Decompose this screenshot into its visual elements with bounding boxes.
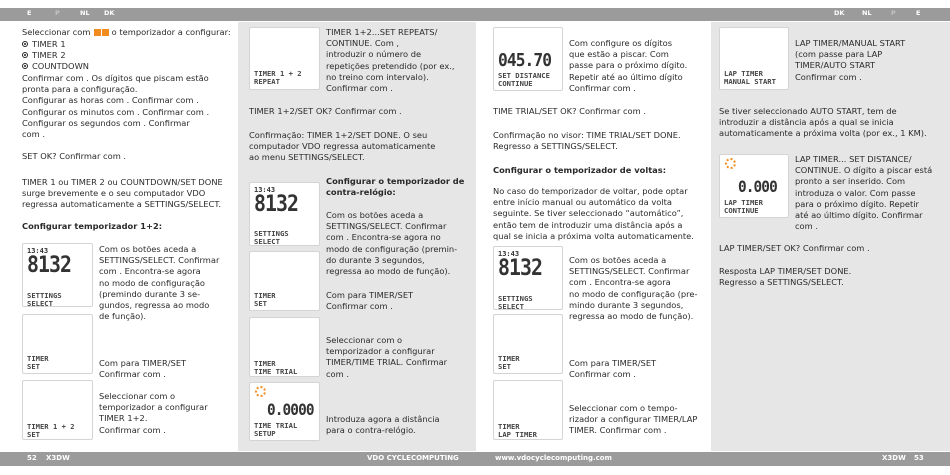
col2-p1: TIMER 1+2...SET REPEATS/ CONTINUE. Com , introduzir o número de repetições pretendido (por ex., no treino com intervalo). Confirmar com . [326, 27, 455, 94]
col3-p3: Confirmação no visor: TIME TRIAL/SET DONE. Regresso a SETTINGS/SELECT. [493, 130, 681, 152]
lang-dk: DK [104, 9, 115, 17]
lcd-label: TIMER SET [498, 354, 520, 371]
col2-step2: Com para TIMER/SET Confirmar com . [326, 290, 414, 312]
col1-p2: SET OK? Confirmar com . [22, 151, 127, 161]
header-bar-left [0, 8, 476, 21]
col1-p1: Confirmar com . Os dígitos que piscam estão pronta para a configuração. Configurar as horas com . Confirmar com . Configurar os minutos com . Confirmar com . Configurar os segundos com . Confirmar com . [22, 73, 210, 140]
option-countdown: COUNTDOWN [32, 61, 90, 72]
lcd-timer-set-2 [249, 251, 320, 311]
col4-p1: LAP TIMER/MANUAL START (com passe para LAP TIMER/AUTO START Confirmar com . [795, 38, 906, 82]
footer-bar-right [474, 452, 950, 466]
col4-p4: LAP TIMER/SET OK? Confirmar com . [719, 243, 870, 253]
lcd-label: SET DISTANCE CONTINUE [498, 71, 550, 88]
brand-url: www.vdocyclecomputing.com [495, 454, 612, 462]
col4-p5: Resposta LAP TIMER/SET DONE. Regresso a SETTINGS/SELECT. [719, 266, 852, 288]
lang-dk-right: DK [834, 9, 845, 17]
lcd-label: TIMER 1 + 2 REPEAT [254, 69, 302, 86]
lcd-label: TIMER TIME TRIAL [254, 359, 298, 376]
col2-step1: Com os botões aceda a SETTINGS/SELECT. Confirmar com . Encontra-se agora no modo de configuração (premin- do durante 3 segundos, regressa ao modo de função). [326, 210, 458, 277]
col1-step2: Com para TIMER/SET Confirmar com . [99, 358, 187, 380]
model-name-left: X3DW [46, 454, 70, 462]
page-number-right: 53 [914, 454, 924, 462]
lcd-big-digits: 8132 [498, 256, 543, 281]
col3-step1: Com os botões aceda a SETTINGS/SELECT. Confirmar com . Encontra-se agora no modo de configuração (pre- mindo durante 3 segundos, regressa ao modo de função). [569, 255, 698, 322]
header-bar-right [474, 8, 950, 21]
lcd-label: TIMER SET [27, 354, 49, 371]
col2-step3: Seleccionar com o temporizador a configurar TIMER/TIME TRIAL. Confirmar com . [326, 335, 448, 379]
lcd-timer-set-3 [493, 314, 563, 374]
lcd-timer-trial [249, 317, 320, 377]
col2-heading: Configurar o temporizador de contra-relógio: [326, 176, 465, 198]
lcd-label: TIMER LAP TIMER [498, 422, 537, 439]
col1-intro: Seleccionar com o temporizador a configurar: [22, 27, 231, 37]
col2-p3: Confirmação: TIMER 1+2/SET DONE. O seu computador VDO regressa automaticamente ao menu SETTINGS/SELECT. [249, 130, 436, 163]
lcd-trial-entry [249, 382, 320, 441]
lcd-time: 13:43 [254, 186, 276, 194]
blink-burst-icon [725, 158, 736, 169]
col1-options [22, 39, 232, 73]
col3-p4: No caso do temporizador de voltar, pode optar entre início manual ou automático da volta seguinte. Se tiver seleccionado “automático”, então tem de introduzir uma distância após a qual se inicia a próxima volta automaticamente. [493, 186, 694, 241]
lcd-label: SETTINGS SELECT [27, 291, 62, 307]
col3-p1: Com configure os dígitos que estão a piscar. Com passe para o próximo dígito. Repetir até ao último dígito Confirmar com . [569, 38, 688, 93]
lcd-label: TIMER 1 + 2 SET [27, 422, 75, 439]
col1-p3: TIMER 1 ou TIMER 2 ou COUNTDOWN/SET DONE surge brevemente e o seu computador VDO regressa automaticamente a SETTINGS/SELECT. [22, 177, 223, 210]
lcd-label: LAP TIMER MANUAL START [724, 69, 776, 86]
col3-heading: Configurar o temporizador de voltas: [493, 165, 667, 175]
lcd-timer12-repeat [249, 27, 320, 90]
lang-nl: NL [80, 9, 90, 17]
lcd-set-distance [493, 27, 563, 91]
lang-p-right: P [891, 9, 896, 17]
lcd-label: LAP TIMER CONTINUE [724, 198, 763, 215]
lang-p: P [55, 9, 60, 17]
col4-p3: LAP TIMER... SET DISTANCE/ CONTINUE. O dígito a piscar está pronto a ser inserido. Com introduza o valor. Com passe para o próximo dígito. Repetir até ao último dígito. Confirmar com . [795, 154, 933, 232]
col3-step3: Seleccionar com o tempo- rizador a configurar TIMER/LAP TIMER. Confirmar com . [569, 403, 698, 436]
lcd-label: TIMER SET [254, 291, 276, 308]
lang-e-right: E [916, 9, 921, 17]
lcd-timer12-set [22, 380, 93, 440]
footer-bar-left [0, 452, 476, 466]
lcd-lap-timer [493, 380, 563, 440]
brand-name: VDO CYCLECOMPUTING [367, 454, 459, 462]
col4-p2: Se tiver seleccionado AUTO START, tem de introduzir a distância após a qual se inicia automaticamente a próxima volta (por ex., 1 KM). [719, 106, 927, 139]
lcd-lap-entry [719, 154, 789, 218]
col1-step3: Seleccionar com o temporizador a configurar TIMER 1+2. Confirmar com . [99, 391, 208, 435]
lcd-big-digits: 0.000 [738, 177, 777, 196]
lcd-clock-settings-2 [249, 182, 320, 246]
blink-burst-icon [255, 386, 266, 397]
lcd-lap-manual [719, 27, 789, 90]
lcd-clock-settings-3 [493, 246, 563, 310]
col1-step1: Com os botões aceda a SETTINGS/SELECT. Confirmar com . Encontra-se agora no modo de configuração (premindo durante 3 se- gundos, regressa ao modo de função). [99, 244, 220, 322]
col2-step4: Introduza agora a distância para o contra-relógio. [326, 414, 440, 436]
lcd-time: 13:43 [498, 250, 520, 258]
lcd-clock-settings [22, 243, 93, 307]
lang-e: E [27, 9, 32, 17]
lcd-big-digits: 0.0000 [267, 400, 314, 419]
option-timer1: TIMER 1 [32, 39, 66, 49]
col1-heading: Configurar temporizador 1+2: [22, 221, 163, 231]
lcd-label: SETTINGS SELECT [498, 294, 533, 310]
model-name-right: X3DW [882, 454, 906, 462]
lang-nl-right: NL [862, 9, 872, 17]
lcd-timer-set [22, 314, 93, 374]
lcd-big-digits: 8132 [27, 253, 72, 278]
page-number-left: 52 [27, 454, 37, 462]
lcd-big-digits: 045.70 [498, 50, 552, 71]
lcd-time: 13:43 [27, 247, 49, 255]
col3-p2: TIME TRIAL/SET OK? Confirmar com . [493, 106, 646, 116]
lcd-label: TIME TRIAL SETUP [254, 421, 298, 438]
option-timer2: TIMER 2 [32, 50, 66, 61]
col3-step2: Com para TIMER/SET Confirmar com . [569, 358, 657, 380]
lcd-label: SETTINGS SELECT [254, 229, 289, 246]
col2-p2: TIMER 1+2/SET OK? Confirmar com . [249, 106, 402, 116]
lcd-big-digits: 8132 [254, 192, 299, 217]
